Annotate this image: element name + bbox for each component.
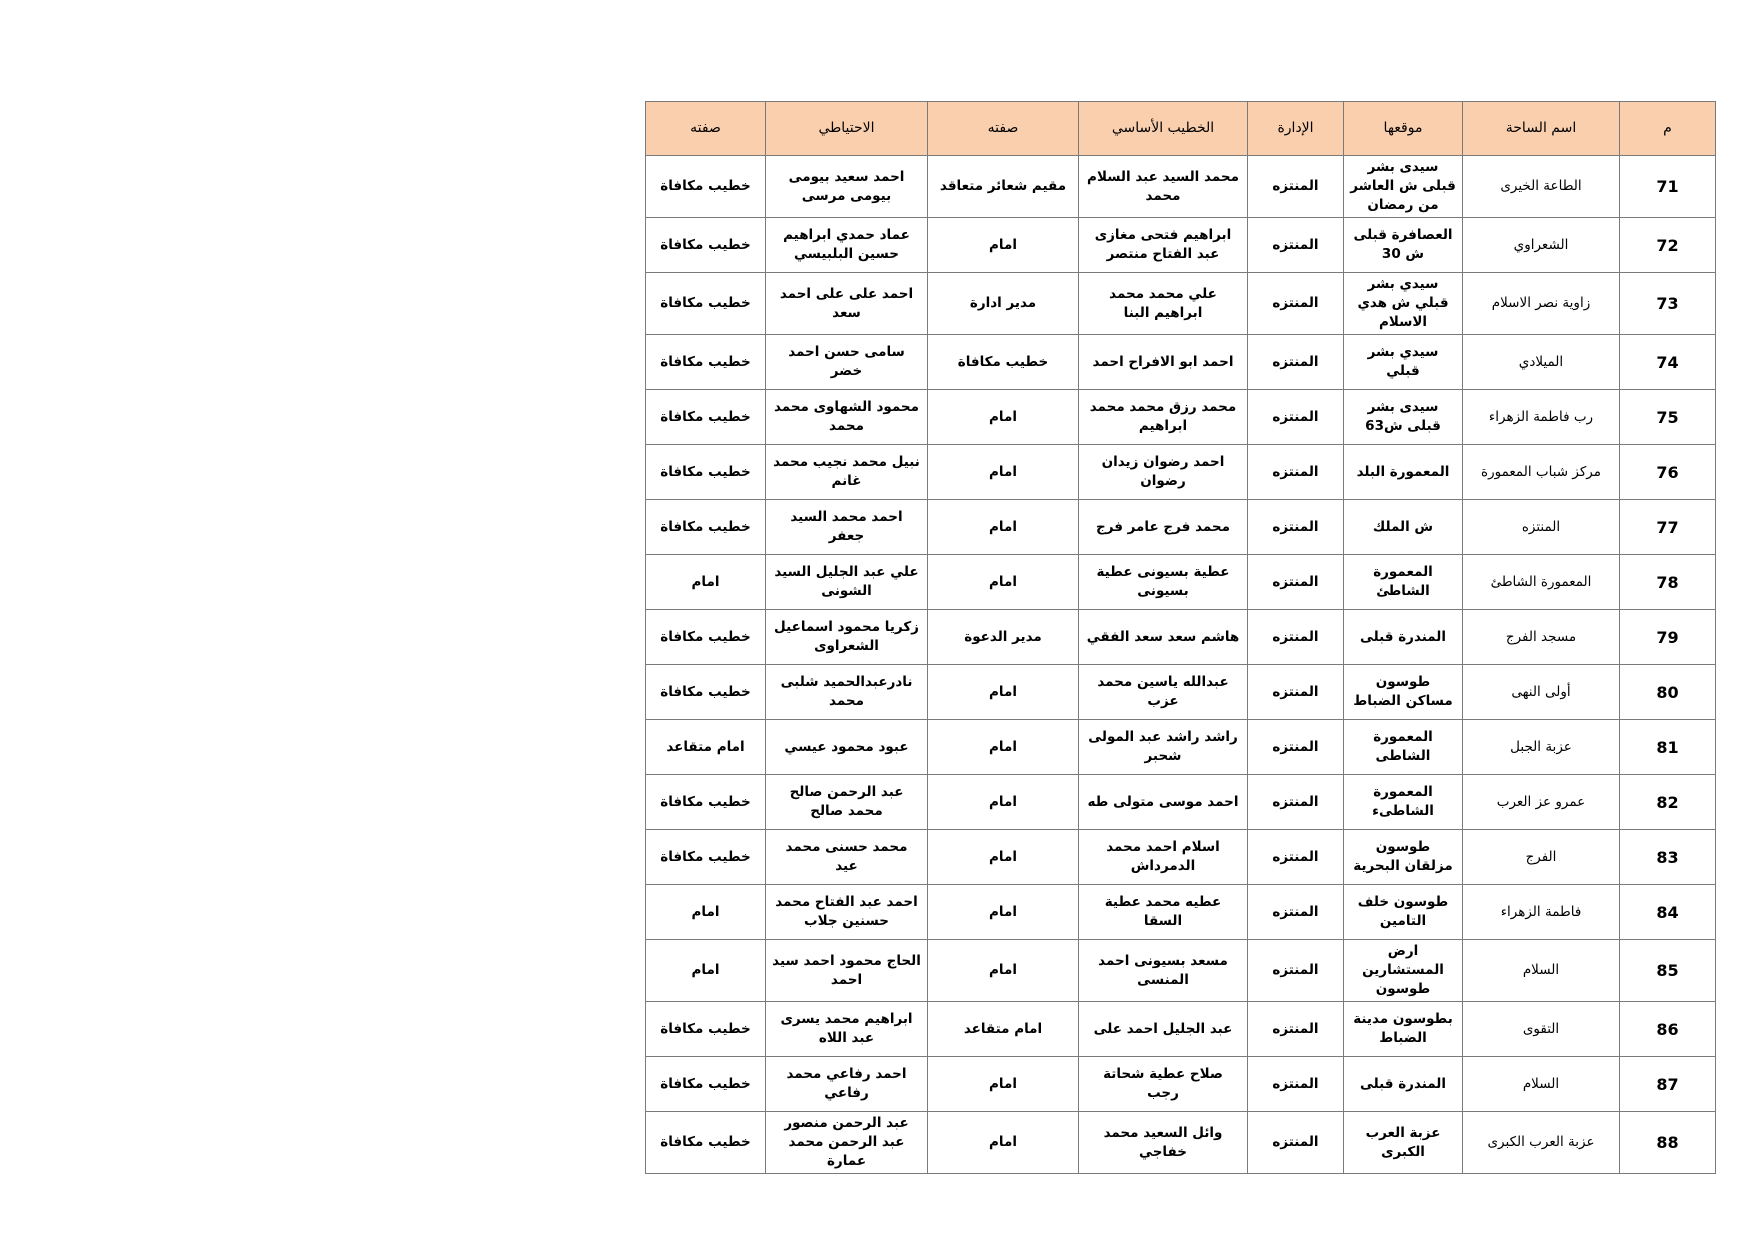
cell-num: 83 bbox=[1620, 830, 1716, 885]
cell-num: 73 bbox=[1620, 273, 1716, 335]
cell-reserve-title: خطيب مكافاة bbox=[646, 335, 766, 390]
cell-square-name: مسجد الفرج bbox=[1463, 610, 1620, 665]
cell-square-name: رب فاطمة الزهراء bbox=[1463, 390, 1620, 445]
cell-reserve-title: خطيب مكافاة bbox=[646, 610, 766, 665]
cell-administration: المنتزه bbox=[1248, 775, 1344, 830]
cell-reserve: نادرعبدالحميد شلبى محمد bbox=[766, 665, 928, 720]
cell-square-name: المعمورة الشاطئ bbox=[1463, 555, 1620, 610]
cell-main-preacher: مسعد بسيونى احمد المنسى bbox=[1079, 940, 1248, 1002]
cell-location: بطوسون مدينة الضباط bbox=[1344, 1002, 1463, 1057]
cell-num: 80 bbox=[1620, 665, 1716, 720]
cell-administration: المنتزه bbox=[1248, 940, 1344, 1002]
cell-main-title: امام bbox=[928, 665, 1079, 720]
cell-reserve-title: خطيب مكافاة bbox=[646, 1112, 766, 1174]
table-row bbox=[646, 665, 1716, 720]
cell-reserve: عماد حمدي ابراهيم حسين البلبيسي bbox=[766, 218, 928, 273]
cell-administration: المنتزه bbox=[1248, 1002, 1344, 1057]
cell-reserve-title: امام bbox=[646, 555, 766, 610]
cell-reserve-title: خطيب مكافاة bbox=[646, 775, 766, 830]
cell-main-preacher: محمد رزق محمد محمد ابراهيم bbox=[1079, 390, 1248, 445]
table-row bbox=[646, 218, 1716, 273]
cell-location: عزبة العرب الكبرى bbox=[1344, 1112, 1463, 1174]
cell-main-preacher: احمد موسى متولى طه bbox=[1079, 775, 1248, 830]
cell-main-title: خطيب مكافاة bbox=[928, 335, 1079, 390]
cell-num: 72 bbox=[1620, 218, 1716, 273]
table-row bbox=[646, 610, 1716, 665]
cell-num: 78 bbox=[1620, 555, 1716, 610]
cell-square-name: عزبة العرب الكبرى bbox=[1463, 1112, 1620, 1174]
cell-reserve: سامى حسن احمد خضر bbox=[766, 335, 928, 390]
cell-reserve-title: امام bbox=[646, 940, 766, 1002]
cell-square-name: عزبة الجبل bbox=[1463, 720, 1620, 775]
cell-administration: المنتزه bbox=[1248, 1112, 1344, 1174]
table-row bbox=[646, 500, 1716, 555]
table-row bbox=[646, 1002, 1716, 1057]
header-main-preacher: الخطيب الأساسي bbox=[1079, 102, 1248, 156]
table-row bbox=[646, 720, 1716, 775]
cell-main-title: امام bbox=[928, 445, 1079, 500]
cell-num: 81 bbox=[1620, 720, 1716, 775]
cell-square-name: مركز شباب المعمورة bbox=[1463, 445, 1620, 500]
cell-main-preacher: هاشم سعد سعد الفقي bbox=[1079, 610, 1248, 665]
cell-location: طوسون خلف التامين bbox=[1344, 885, 1463, 940]
cell-square-name: زاوية نصر الاسلام bbox=[1463, 273, 1620, 335]
cell-administration: المنتزه bbox=[1248, 610, 1344, 665]
cell-administration: المنتزه bbox=[1248, 555, 1344, 610]
cell-reserve: احمد عبد الفتاح محمد حسنين جلاب bbox=[766, 885, 928, 940]
cell-main-preacher: عبدالله ياسين محمد عزب bbox=[1079, 665, 1248, 720]
cell-reserve: احمد محمد السيد جعفر bbox=[766, 500, 928, 555]
cell-main-title: امام bbox=[928, 1112, 1079, 1174]
cell-square-name: الطاعة الخيرى bbox=[1463, 156, 1620, 218]
cell-main-title: مقيم شعائر متعاقد bbox=[928, 156, 1079, 218]
cell-reserve-title: خطيب مكافاة bbox=[646, 665, 766, 720]
table-row bbox=[646, 156, 1716, 218]
cell-main-title: امام bbox=[928, 940, 1079, 1002]
cell-location: ارض المستشارين طوسون bbox=[1344, 940, 1463, 1002]
header-num: م bbox=[1620, 102, 1716, 156]
header-administration: الإدارة bbox=[1248, 102, 1344, 156]
cell-location: سيدي بشر قبلي ش هدي الاسلام bbox=[1344, 273, 1463, 335]
table-body bbox=[646, 156, 1716, 1174]
cell-main-title: امام bbox=[928, 830, 1079, 885]
cell-square-name: فاطمة الزهراء bbox=[1463, 885, 1620, 940]
cell-square-name: الشعراوي bbox=[1463, 218, 1620, 273]
cell-main-title: امام bbox=[928, 720, 1079, 775]
table-row bbox=[646, 775, 1716, 830]
cell-reserve: احمد سعيد بيومى بيومى مرسى bbox=[766, 156, 928, 218]
cell-reserve: محمد حسنى محمد عيد bbox=[766, 830, 928, 885]
cell-main-preacher: محمد السيد عبد السلام محمد bbox=[1079, 156, 1248, 218]
cell-main-preacher: عطية بسيونى عطية بسيونى bbox=[1079, 555, 1248, 610]
cell-main-preacher: احمد ابو الافراح احمد bbox=[1079, 335, 1248, 390]
cell-location: سيدي بشر قبلي bbox=[1344, 335, 1463, 390]
header-location: موقعها bbox=[1344, 102, 1463, 156]
cell-reserve-title: امام متقاعد bbox=[646, 720, 766, 775]
cell-reserve: احمد على على احمد سعد bbox=[766, 273, 928, 335]
cell-num: 76 bbox=[1620, 445, 1716, 500]
cell-main-title: امام bbox=[928, 555, 1079, 610]
cell-reserve-title: خطيب مكافاة bbox=[646, 500, 766, 555]
cell-main-preacher: صلاح عطية شحاتة رجب bbox=[1079, 1057, 1248, 1112]
cell-location: المندرة قبلى bbox=[1344, 1057, 1463, 1112]
table-row bbox=[646, 555, 1716, 610]
cell-main-preacher: ابراهيم فتحى مغازى عبد الفتاح منتصر bbox=[1079, 218, 1248, 273]
cell-administration: المنتزه bbox=[1248, 720, 1344, 775]
cell-location: طوسون مساكن الضباط bbox=[1344, 665, 1463, 720]
cell-main-title: امام bbox=[928, 775, 1079, 830]
cell-reserve: ابراهيم محمد يسرى عبد اللاه bbox=[766, 1002, 928, 1057]
cell-num: 71 bbox=[1620, 156, 1716, 218]
cell-main-preacher: علي محمد محمد ابراهيم البنا bbox=[1079, 273, 1248, 335]
table-row bbox=[646, 1112, 1716, 1174]
cell-reserve-title: خطيب مكافاة bbox=[646, 156, 766, 218]
cell-main-preacher: اسلام احمد محمد الدمرداش bbox=[1079, 830, 1248, 885]
table-header-row bbox=[646, 102, 1716, 156]
cell-reserve-title: خطيب مكافاة bbox=[646, 830, 766, 885]
cell-main-preacher: احمد رضوان زيدان رضوان bbox=[1079, 445, 1248, 500]
cell-main-title: امام bbox=[928, 885, 1079, 940]
cell-square-name: أولى النهى bbox=[1463, 665, 1620, 720]
cell-num: 87 bbox=[1620, 1057, 1716, 1112]
cell-square-name: السلام bbox=[1463, 1057, 1620, 1112]
cell-reserve: الحاج محمود احمد سيد احمد bbox=[766, 940, 928, 1002]
cell-num: 82 bbox=[1620, 775, 1716, 830]
cell-main-preacher: محمد فرج عامر فرج bbox=[1079, 500, 1248, 555]
cell-main-preacher: وائل السعيد محمد خفاجي bbox=[1079, 1112, 1248, 1174]
cell-reserve-title: خطيب مكافاة bbox=[646, 1002, 766, 1057]
cell-reserve-title: خطيب مكافاة bbox=[646, 218, 766, 273]
table-row bbox=[646, 885, 1716, 940]
cell-location: المعمورة البلد bbox=[1344, 445, 1463, 500]
cell-main-preacher: عطيه محمد عطية السقا bbox=[1079, 885, 1248, 940]
cell-reserve: علي عبد الجليل السيد الشونى bbox=[766, 555, 928, 610]
cell-num: 74 bbox=[1620, 335, 1716, 390]
table-row bbox=[646, 940, 1716, 1002]
cell-reserve: عبود محمود عيسي bbox=[766, 720, 928, 775]
cell-administration: المنتزه bbox=[1248, 218, 1344, 273]
cell-administration: المنتزه bbox=[1248, 830, 1344, 885]
cell-location: سيدى بشر قبلى ش العاشر من رمضان bbox=[1344, 156, 1463, 218]
cell-reserve-title: خطيب مكافاة bbox=[646, 1057, 766, 1112]
cell-administration: المنتزه bbox=[1248, 273, 1344, 335]
cell-main-title: مدير الدعوة bbox=[928, 610, 1079, 665]
cell-main-title: امام bbox=[928, 390, 1079, 445]
cell-reserve-title: امام bbox=[646, 885, 766, 940]
cell-location: المعمورة الشاطئ bbox=[1344, 555, 1463, 610]
cell-reserve: احمد رفاعي محمد رفاعي bbox=[766, 1057, 928, 1112]
cell-administration: المنتزه bbox=[1248, 335, 1344, 390]
table-row bbox=[646, 830, 1716, 885]
cell-administration: المنتزه bbox=[1248, 1057, 1344, 1112]
cell-reserve: محمود الشهاوى محمد محمد bbox=[766, 390, 928, 445]
table-row bbox=[646, 445, 1716, 500]
cell-reserve-title: خطيب مكافاة bbox=[646, 390, 766, 445]
cell-main-title: امام متقاعد bbox=[928, 1002, 1079, 1057]
header-square-name: اسم الساحة bbox=[1463, 102, 1620, 156]
cell-num: 88 bbox=[1620, 1112, 1716, 1174]
cell-location: ش الملك bbox=[1344, 500, 1463, 555]
cell-reserve-title: خطيب مكافاة bbox=[646, 445, 766, 500]
cell-administration: المنتزه bbox=[1248, 445, 1344, 500]
cell-square-name: السلام bbox=[1463, 940, 1620, 1002]
cell-main-title: امام bbox=[928, 500, 1079, 555]
cell-main-title: امام bbox=[928, 218, 1079, 273]
cell-reserve: نبيل محمد نجيب محمد غانم bbox=[766, 445, 928, 500]
cell-square-name: عمرو عز العرب bbox=[1463, 775, 1620, 830]
cell-administration: المنتزه bbox=[1248, 885, 1344, 940]
table-row bbox=[646, 335, 1716, 390]
cell-main-preacher: راشد راشد عبد المولى شحبر bbox=[1079, 720, 1248, 775]
cell-administration: المنتزه bbox=[1248, 500, 1344, 555]
cell-square-name: المنتزه bbox=[1463, 500, 1620, 555]
cell-reserve: عبد الرحمن صالح محمد صالح bbox=[766, 775, 928, 830]
cell-location: العصافرة قبلى ش 30 bbox=[1344, 218, 1463, 273]
cell-reserve: زكريا محمود اسماعيل الشعراوى bbox=[766, 610, 928, 665]
cell-num: 86 bbox=[1620, 1002, 1716, 1057]
cell-square-name: الفرج bbox=[1463, 830, 1620, 885]
cell-main-title: مدير ادارة bbox=[928, 273, 1079, 335]
cell-location: طوسون مزلقان البحرية bbox=[1344, 830, 1463, 885]
cell-reserve-title: خطيب مكافاة bbox=[646, 273, 766, 335]
cell-main-title: امام bbox=[928, 1057, 1079, 1112]
cell-location: المعمورة الشاطى bbox=[1344, 720, 1463, 775]
table-row bbox=[646, 273, 1716, 335]
preachers-table bbox=[645, 101, 1716, 1174]
cell-location: المعمورة الشاطىء bbox=[1344, 775, 1463, 830]
cell-main-preacher: عبد الجليل احمد على bbox=[1079, 1002, 1248, 1057]
cell-num: 75 bbox=[1620, 390, 1716, 445]
cell-administration: المنتزه bbox=[1248, 665, 1344, 720]
table-row bbox=[646, 390, 1716, 445]
cell-reserve: عبد الرحمن منصور عبد الرحمن محمد عمارة bbox=[766, 1112, 928, 1174]
cell-location: المندرة قبلى bbox=[1344, 610, 1463, 665]
cell-num: 77 bbox=[1620, 500, 1716, 555]
header-reserve: الاحتياطي bbox=[766, 102, 928, 156]
cell-num: 84 bbox=[1620, 885, 1716, 940]
cell-administration: المنتزه bbox=[1248, 390, 1344, 445]
cell-square-name: الميلادي bbox=[1463, 335, 1620, 390]
header-main-title: صفته bbox=[928, 102, 1079, 156]
cell-square-name: التقوى bbox=[1463, 1002, 1620, 1057]
cell-num: 85 bbox=[1620, 940, 1716, 1002]
header-reserve-title: صفته bbox=[646, 102, 766, 156]
cell-location: سيدى بشر قبلى ش63 bbox=[1344, 390, 1463, 445]
cell-num: 79 bbox=[1620, 610, 1716, 665]
table-row bbox=[646, 1057, 1716, 1112]
cell-administration: المنتزه bbox=[1248, 156, 1344, 218]
